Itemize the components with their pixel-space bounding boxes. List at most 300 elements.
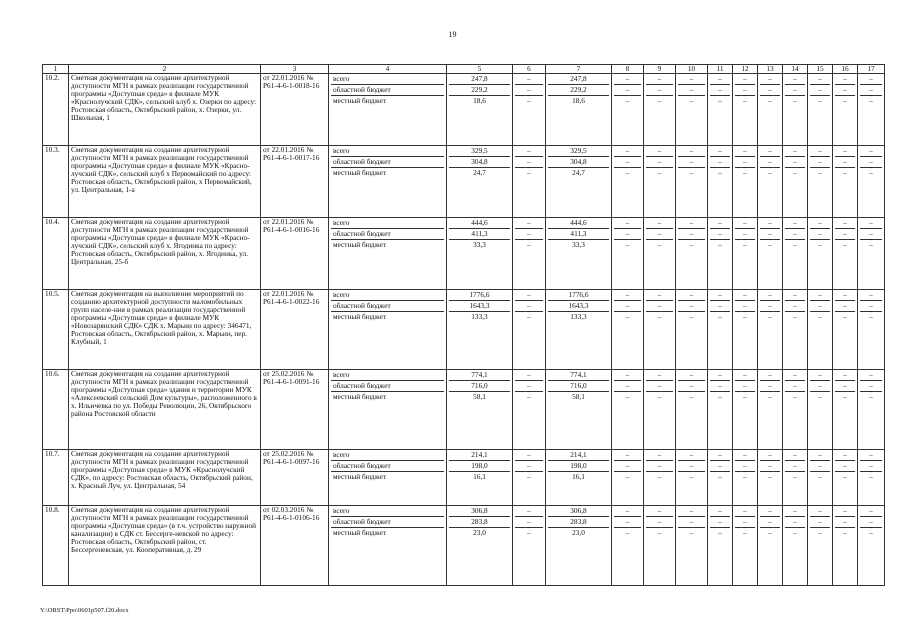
amount-value: 198,0 xyxy=(548,461,609,472)
dash-value: – xyxy=(785,450,805,461)
row-number: 10.3. xyxy=(43,146,69,218)
dash-value: – xyxy=(810,85,830,96)
dash-value: – xyxy=(860,146,882,157)
table-row xyxy=(43,290,885,370)
dash-value: – xyxy=(614,290,641,301)
dash-value: – xyxy=(768,312,772,321)
dash-value: – xyxy=(710,74,730,85)
amount-value: 247,8 xyxy=(548,74,609,85)
dash-value: – xyxy=(614,506,641,517)
dash-value: – xyxy=(785,506,805,517)
table-row xyxy=(43,450,885,506)
document-date: от 22.01.2016 № Р61-4-6-1-0017-16 xyxy=(261,146,329,218)
dash-value: – xyxy=(793,312,797,321)
document-date: от 25.02.2016 № Р61-4-6-1-0091-16 xyxy=(261,370,329,450)
amount-value: 16,1 xyxy=(473,472,486,481)
column-header: 1 xyxy=(43,65,69,74)
dash-value: – xyxy=(860,218,882,229)
item-description: Сметная документация на создание архитектурной доступности МГН в рамках реализации государственной программы «Доступная среда» (в т.ч. устройство наружной канализации) в СДК ст. Бессерге-невской по адресу: Ростовская область, Октябрьский район, ст. Бессергеневская, ул. Кооперативная, д. 29 xyxy=(69,506,261,586)
dash-value: – xyxy=(869,528,873,537)
dash-value: – xyxy=(785,74,805,85)
dash-value: – xyxy=(835,301,855,312)
dash-value: – xyxy=(860,74,882,85)
dash-value: – xyxy=(527,96,531,105)
dash-value: – xyxy=(785,218,805,229)
column-header: 8 xyxy=(612,65,644,74)
dash-value: – xyxy=(646,290,673,301)
dash-value: – xyxy=(843,240,847,249)
dash-value: – xyxy=(515,381,543,392)
dash-value: – xyxy=(646,506,673,517)
amount-value: 16,1 xyxy=(572,472,585,481)
dash-value: – xyxy=(810,370,830,381)
dash-value: – xyxy=(869,392,873,401)
dash-value: – xyxy=(743,312,747,321)
amount-value: 229,2 xyxy=(449,85,510,96)
dash-value: – xyxy=(710,450,730,461)
column-header: 7 xyxy=(546,65,612,74)
dash-value: – xyxy=(810,218,830,229)
table-row xyxy=(43,506,885,586)
dash-value: – xyxy=(678,290,705,301)
document-date: от 22.01.2016 № Р61-4-6-1-0022-16 xyxy=(261,290,329,370)
dash-value: – xyxy=(657,528,662,537)
dash-value: – xyxy=(835,450,855,461)
dash-value: – xyxy=(527,472,531,481)
dash-value: – xyxy=(760,301,780,312)
table-row xyxy=(43,146,885,218)
dash-value: – xyxy=(785,370,805,381)
dash-value: – xyxy=(646,74,673,85)
dash-value: – xyxy=(785,146,805,157)
dash-value: – xyxy=(646,461,673,472)
dash-value: – xyxy=(614,301,641,312)
row-number: 10.5. xyxy=(43,290,69,370)
column-header: 17 xyxy=(858,65,885,74)
dash-value: – xyxy=(710,461,730,472)
amount-value: 24,7 xyxy=(473,168,486,177)
dash-value: – xyxy=(614,74,641,85)
column-header: 4 xyxy=(329,65,447,74)
dash-value: – xyxy=(735,146,755,157)
dash-value: – xyxy=(835,229,855,240)
dash-value: – xyxy=(710,301,730,312)
dash-value: – xyxy=(760,461,780,472)
dash-value: – xyxy=(860,370,882,381)
funding-source-label: всего xyxy=(331,450,444,461)
dash-value: – xyxy=(810,146,830,157)
funding-source-label: всего xyxy=(331,74,444,85)
dash-value: – xyxy=(735,450,755,461)
dash-value: – xyxy=(793,392,797,401)
dash-value: – xyxy=(646,450,673,461)
dash-value: – xyxy=(718,392,722,401)
dash-value: – xyxy=(735,381,755,392)
column-header: 13 xyxy=(758,65,783,74)
item-description: Сметная документация на создание архитектурной доступности МГН в рамках реализации государственной программы «Доступная среда» в филиале МУК «Краснолучский СДК», сельский клуб х. Озерки по адресу: Ростовская область, Октябрьский район, х. Озерки, ул. Школьная, 1 xyxy=(69,74,261,146)
document-date: от 22.01.2016 № Р61-4-6-1-0016-16 xyxy=(261,218,329,290)
dash-value: – xyxy=(860,301,882,312)
dash-value: – xyxy=(625,240,630,249)
dash-value: – xyxy=(818,240,822,249)
column-header: 6 xyxy=(513,65,546,74)
funding-source-label: местный бюджет xyxy=(333,528,386,537)
amount-value: 58,1 xyxy=(473,392,486,401)
funding-source-label: местный бюджет xyxy=(333,312,386,321)
funding-source-label: местный бюджет xyxy=(333,240,386,249)
column-header: 16 xyxy=(833,65,858,74)
amount-value: 304,8 xyxy=(449,157,510,168)
item-description: Сметная документация на создание архитектурной доступности МГН в рамках реализации государственной программы «Доступная среда» в филиале МУК «Красно-лучский СДК», сельский клуб х Первомайский по адресу: Ростовская область, Октябрьский район, х Первомайский, ул. Центральная, 1-а xyxy=(69,146,261,218)
dash-value: – xyxy=(760,229,780,240)
dash-value: – xyxy=(614,85,641,96)
dash-value: – xyxy=(625,96,630,105)
dash-value: – xyxy=(843,528,847,537)
dash-value: – xyxy=(735,218,755,229)
dash-value: – xyxy=(710,146,730,157)
dash-value: – xyxy=(818,528,822,537)
amount-value: 18,6 xyxy=(473,96,486,105)
dash-value: – xyxy=(614,517,641,528)
dash-value: – xyxy=(810,74,830,85)
dash-value: – xyxy=(743,240,747,249)
amount-value: 23,0 xyxy=(473,528,486,537)
row-number: 10.6. xyxy=(43,370,69,450)
amount-value: 283,8 xyxy=(449,517,510,528)
dash-value: – xyxy=(810,450,830,461)
dash-value: – xyxy=(515,85,543,96)
amount-value: 411,3 xyxy=(548,229,609,240)
dash-value: – xyxy=(760,85,780,96)
dash-value: – xyxy=(743,528,747,537)
dash-value: – xyxy=(793,240,797,249)
dash-value: – xyxy=(835,146,855,157)
dash-value: – xyxy=(843,312,847,321)
dash-value: – xyxy=(689,312,694,321)
dash-value: – xyxy=(646,157,673,168)
dash-value: – xyxy=(710,218,730,229)
item-description: Сметная документация на выполнение мероприятий по созданию архитектурной доступности маломобильных групп населе-ния в рамках реализации государственной программы «Доступная среда» в филиале МУК «Новозарянский СДК» СДК х. Марьин по адресу: 346471, Ростовская область, Октябрьский район, х. Марьин, пер. Клубный, 1 xyxy=(69,290,261,370)
amount-value: 716,0 xyxy=(449,381,510,392)
column-header: 10 xyxy=(676,65,708,74)
page-number: 19 xyxy=(448,30,457,39)
dash-value: – xyxy=(768,528,772,537)
file-path-footer: Y:\ORST\Ppo\0601p507.f20.docx xyxy=(40,607,129,614)
dash-value: – xyxy=(735,157,755,168)
amount-value: 444,6 xyxy=(548,218,609,229)
dash-value: – xyxy=(678,370,705,381)
funding-source-label: всего xyxy=(331,506,444,517)
dash-value: – xyxy=(678,146,705,157)
dash-value: – xyxy=(860,157,882,168)
dash-value: – xyxy=(625,312,630,321)
dash-value: – xyxy=(818,96,822,105)
dash-value: – xyxy=(710,381,730,392)
dash-value: – xyxy=(646,381,673,392)
dash-value: – xyxy=(743,96,747,105)
table-row xyxy=(43,74,885,146)
funding-source-label: областной бюджет xyxy=(331,157,444,168)
funding-source-label: областной бюджет xyxy=(331,381,444,392)
dash-value: – xyxy=(515,229,543,240)
item-description: Сметная документация на создание архитектурной доступности МГН в рамках реализации государственной программы «Доступная среда» в МУК «Краснолучский СДК», по адресу: Ростовская область, Октябрьский район, х. Красный Луч, ул. Центральная, 54 xyxy=(69,450,261,506)
amount-value: 329,5 xyxy=(548,146,609,157)
dash-value: – xyxy=(646,85,673,96)
dash-value: – xyxy=(678,517,705,528)
dash-value: – xyxy=(835,157,855,168)
dash-value: – xyxy=(860,506,882,517)
dash-value: – xyxy=(689,528,694,537)
dash-value: – xyxy=(515,290,543,301)
amount-value: 774,1 xyxy=(548,370,609,381)
dash-value: – xyxy=(810,229,830,240)
dash-value: – xyxy=(785,301,805,312)
dash-value: – xyxy=(818,168,822,177)
amount-value: 1643,3 xyxy=(548,301,609,312)
dash-value: – xyxy=(860,450,882,461)
dash-value: – xyxy=(646,517,673,528)
dash-value: – xyxy=(718,312,722,321)
dash-value: – xyxy=(760,74,780,85)
dash-value: – xyxy=(810,157,830,168)
funding-source-label: областной бюджет xyxy=(331,301,444,312)
amount-value: 229,2 xyxy=(548,85,609,96)
dash-value: – xyxy=(678,85,705,96)
column-header: 15 xyxy=(808,65,833,74)
dash-value: – xyxy=(614,370,641,381)
dash-value: – xyxy=(646,218,673,229)
amount-value: 329,5 xyxy=(449,146,510,157)
dash-value: – xyxy=(768,472,772,481)
dash-value: – xyxy=(869,472,873,481)
dash-value: – xyxy=(678,157,705,168)
dash-value: – xyxy=(835,370,855,381)
row-number: 10.2. xyxy=(43,74,69,146)
funding-source-label: местный бюджет xyxy=(333,96,386,105)
dash-value: – xyxy=(678,218,705,229)
dash-value: – xyxy=(810,301,830,312)
dash-value: – xyxy=(785,461,805,472)
dash-value: – xyxy=(710,85,730,96)
dash-value: – xyxy=(527,240,531,249)
dash-value: – xyxy=(614,461,641,472)
dash-value: – xyxy=(625,472,630,481)
dash-value: – xyxy=(869,240,873,249)
dash-value: – xyxy=(810,517,830,528)
dash-value: – xyxy=(710,157,730,168)
amount-value: 23,0 xyxy=(572,528,585,537)
dash-value: – xyxy=(810,461,830,472)
dash-value: – xyxy=(835,74,855,85)
amount-value: 444,6 xyxy=(449,218,510,229)
dash-value: – xyxy=(735,85,755,96)
dash-value: – xyxy=(835,506,855,517)
dash-value: – xyxy=(710,506,730,517)
dash-value: – xyxy=(785,381,805,392)
dash-value: – xyxy=(785,517,805,528)
funding-source-label: областной бюджет xyxy=(331,517,444,528)
row-number: 10.8. xyxy=(43,506,69,586)
dash-value: – xyxy=(689,392,694,401)
dash-value: – xyxy=(768,240,772,249)
dash-value: – xyxy=(818,392,822,401)
dash-value: – xyxy=(625,168,630,177)
funding-source-label: областной бюджет xyxy=(331,229,444,240)
dash-value: – xyxy=(743,392,747,401)
dash-value: – xyxy=(760,157,780,168)
amount-value: 24,7 xyxy=(572,168,585,177)
dash-value: – xyxy=(760,506,780,517)
dash-value: – xyxy=(678,229,705,240)
dash-value: – xyxy=(793,472,797,481)
amount-value: 716,0 xyxy=(548,381,609,392)
dash-value: – xyxy=(743,472,747,481)
dash-value: – xyxy=(735,74,755,85)
funding-source-label: местный бюджет xyxy=(333,168,386,177)
dash-value: – xyxy=(760,218,780,229)
dash-value: – xyxy=(614,229,641,240)
amount-value: 214,1 xyxy=(449,450,510,461)
dash-value: – xyxy=(735,229,755,240)
amount-value: 214,1 xyxy=(548,450,609,461)
dash-value: – xyxy=(869,96,873,105)
dash-value: – xyxy=(515,218,543,229)
dash-value: – xyxy=(689,96,694,105)
amount-value: 133,3 xyxy=(570,312,587,321)
dash-value: – xyxy=(710,370,730,381)
amount-value: 1643,3 xyxy=(449,301,510,312)
dash-value: – xyxy=(835,517,855,528)
dash-value: – xyxy=(810,506,830,517)
dash-value: – xyxy=(614,381,641,392)
funding-source-label: областной бюджет xyxy=(331,461,444,472)
dash-value: – xyxy=(515,461,543,472)
column-header: 9 xyxy=(644,65,676,74)
dash-value: – xyxy=(760,370,780,381)
funding-source-label: местный бюджет xyxy=(333,392,386,401)
dash-value: – xyxy=(818,472,822,481)
dash-value: – xyxy=(735,301,755,312)
dash-value: – xyxy=(678,381,705,392)
row-number: 10.7. xyxy=(43,450,69,506)
dash-value: – xyxy=(793,96,797,105)
amount-value: 33,3 xyxy=(473,240,486,249)
column-header: 5 xyxy=(447,65,513,74)
dash-value: – xyxy=(768,392,772,401)
dash-value: – xyxy=(657,392,662,401)
dash-value: – xyxy=(810,381,830,392)
dash-value: – xyxy=(810,290,830,301)
dash-value: – xyxy=(760,381,780,392)
dash-value: – xyxy=(515,74,543,85)
dash-value: – xyxy=(818,312,822,321)
column-header: 14 xyxy=(783,65,808,74)
dash-value: – xyxy=(515,146,543,157)
amount-value: 283,8 xyxy=(548,517,609,528)
column-header: 11 xyxy=(708,65,733,74)
dash-value: – xyxy=(835,461,855,472)
dash-value: – xyxy=(785,85,805,96)
dash-value: – xyxy=(835,85,855,96)
dash-value: – xyxy=(527,528,531,537)
dash-value: – xyxy=(785,157,805,168)
dash-value: – xyxy=(678,450,705,461)
dash-value: – xyxy=(614,218,641,229)
dash-value: – xyxy=(835,218,855,229)
dash-value: – xyxy=(678,74,705,85)
dash-value: – xyxy=(768,96,772,105)
dash-value: – xyxy=(718,168,722,177)
dash-value: – xyxy=(718,240,722,249)
funding-source-label: всего xyxy=(331,370,444,381)
dash-value: – xyxy=(785,290,805,301)
amount-value: 58,1 xyxy=(572,392,585,401)
table-row xyxy=(43,370,885,450)
dash-value: – xyxy=(515,450,543,461)
dash-value: – xyxy=(860,381,882,392)
dash-value: – xyxy=(869,312,873,321)
dash-value: – xyxy=(735,461,755,472)
dash-value: – xyxy=(710,517,730,528)
dash-value: – xyxy=(689,168,694,177)
amount-value: 304,8 xyxy=(548,157,609,168)
dash-value: – xyxy=(735,290,755,301)
dash-value: – xyxy=(860,461,882,472)
column-header: 2 xyxy=(69,65,261,74)
dash-value: – xyxy=(625,528,630,537)
dash-value: – xyxy=(869,168,873,177)
amount-value: 1776,6 xyxy=(449,290,510,301)
item-description: Сметная документация на создание архитектурной доступности МГН в рамках реализации государственной программы «Доступная среда» здания и территории МУК «Алексеевский сельский Дом культуры», расположенного в х. Ильичевка по ул. Победы Революции, 26, Октябрьского района Ростовской области xyxy=(69,370,261,450)
amount-value: 306,8 xyxy=(449,506,510,517)
dash-value: – xyxy=(527,392,531,401)
dash-value: – xyxy=(527,312,531,321)
amount-value: 411,3 xyxy=(449,229,510,240)
amount-value: 133,3 xyxy=(471,312,488,321)
dash-value: – xyxy=(515,517,543,528)
dash-value: – xyxy=(843,392,847,401)
dash-value: – xyxy=(760,517,780,528)
dash-value: – xyxy=(860,517,882,528)
dash-value: – xyxy=(718,96,722,105)
dash-value: – xyxy=(678,461,705,472)
document-date: от 02.03.2016 № Р61-4-6-1-0106-16 xyxy=(261,506,329,586)
amount-value: 247,8 xyxy=(449,74,510,85)
dash-value: – xyxy=(678,506,705,517)
dash-value: – xyxy=(860,85,882,96)
dash-value: – xyxy=(710,290,730,301)
dash-value: – xyxy=(527,168,531,177)
funding-source-label: местный бюджет xyxy=(333,472,386,481)
dash-value: – xyxy=(678,301,705,312)
amount-value: 1776,6 xyxy=(548,290,609,301)
dash-value: – xyxy=(768,168,772,177)
row-number: 10.4. xyxy=(43,218,69,290)
dash-value: – xyxy=(843,96,847,105)
funding-source-label: всего xyxy=(331,146,444,157)
funding-source-label: областной бюджет xyxy=(331,85,444,96)
dash-value: – xyxy=(614,157,641,168)
amount-value: 306,8 xyxy=(548,506,609,517)
document-date: от 22.01.2016 № Р61-4-6-1-0018-16 xyxy=(261,74,329,146)
column-header: 3 xyxy=(261,65,329,74)
dash-value: – xyxy=(718,528,722,537)
dash-value: – xyxy=(793,168,797,177)
amount-value: 33,3 xyxy=(572,240,585,249)
dash-value: – xyxy=(515,301,543,312)
dash-value: – xyxy=(657,472,662,481)
amount-value: 198,0 xyxy=(449,461,510,472)
